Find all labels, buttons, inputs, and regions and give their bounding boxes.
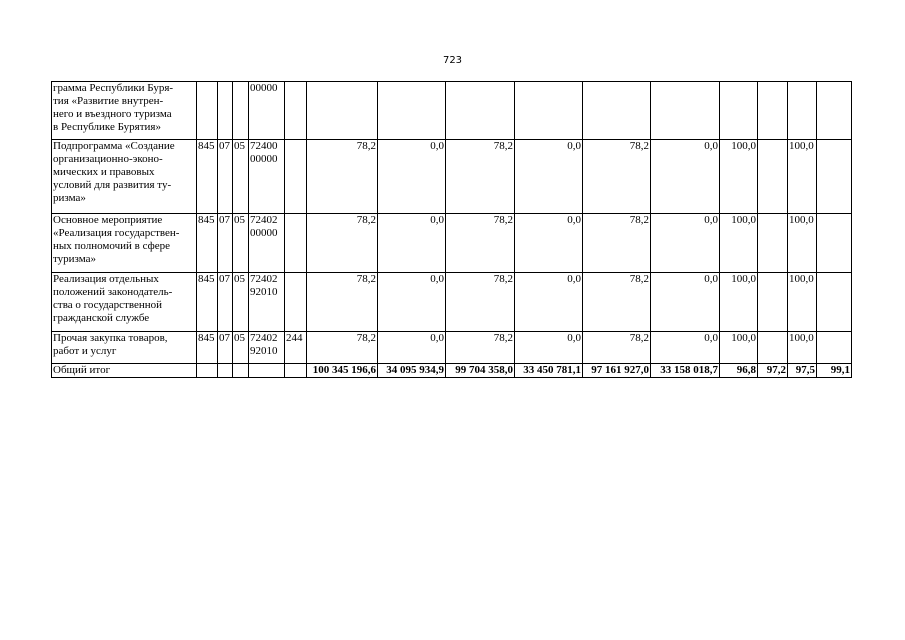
row-name-cell — [52, 273, 197, 332]
row-name-line: тия «Развитие внутрен- — [53, 95, 164, 107]
total-amount-v1: 100 345 196,6 — [307, 364, 378, 378]
total-row — [52, 364, 852, 378]
target-article-line: 72402 — [250, 214, 278, 226]
amount-cell-v3 — [446, 82, 515, 140]
table-row — [52, 82, 852, 140]
row-name-cell — [52, 140, 197, 214]
row-name-line: «Реализация государствен- — [53, 227, 180, 239]
table-row — [52, 273, 852, 332]
total-percent-p4: 99,1 — [817, 364, 852, 378]
amount-cell-v4: 0,0 — [515, 140, 583, 214]
total-amount-v3: 99 704 358,0 — [446, 364, 515, 378]
percent-cell-p4 — [817, 214, 852, 273]
row-name-line: организационно-эконо- — [53, 153, 163, 165]
amount-cell-v6 — [651, 82, 720, 140]
row-name-cell — [52, 214, 197, 273]
expense-type-cell: 244 — [285, 332, 307, 364]
amount-cell-v5: 78,2 — [583, 214, 651, 273]
total-empty-cell — [249, 364, 285, 378]
ved-code-cell: 845 — [197, 140, 218, 214]
subsection-code-cell — [233, 82, 249, 140]
total-percent-p1: 96,8 — [720, 364, 758, 378]
target-article-cell — [249, 214, 285, 273]
row-name-line: Основное мероприятие — [53, 214, 163, 226]
section-code-cell — [218, 82, 233, 140]
row-name-line: туризма» — [53, 253, 97, 265]
amount-cell-v1: 78,2 — [307, 273, 378, 332]
amount-cell-v3: 78,2 — [446, 140, 515, 214]
ved-code-cell: 845 — [197, 332, 218, 364]
row-name-line: ных полномочий в сфере — [53, 240, 171, 252]
total-amount-v4: 33 450 781,1 — [515, 364, 583, 378]
row-name-cell — [52, 82, 197, 140]
row-name-cell — [52, 332, 197, 364]
percent-cell-p2 — [758, 273, 788, 332]
subsection-code-cell: 05 — [233, 332, 249, 364]
target-article-line: 72402 — [250, 273, 278, 285]
amount-cell-v2: 0,0 — [378, 273, 446, 332]
amount-cell-v2: 0,0 — [378, 332, 446, 364]
percent-cell-p4 — [817, 140, 852, 214]
amount-cell-v4: 0,0 — [515, 273, 583, 332]
amount-cell-v4: 0,0 — [515, 332, 583, 364]
percent-cell-p4 — [817, 332, 852, 364]
row-name-line: мических и правовых — [53, 166, 155, 178]
total-label: Общий итог — [52, 364, 197, 378]
percent-cell-p4 — [817, 82, 852, 140]
target-article-cell — [249, 140, 285, 214]
ved-code-cell — [197, 82, 218, 140]
row-name-line: Подпрограмма «Создание — [53, 140, 175, 152]
total-amount-v5: 97 161 927,0 — [583, 364, 651, 378]
target-article-line: 92010 — [250, 345, 278, 357]
percent-cell-p2 — [758, 332, 788, 364]
total-percent-p3: 97,5 — [788, 364, 817, 378]
percent-cell-p1: 100,0 — [720, 273, 758, 332]
amount-cell-v1 — [307, 82, 378, 140]
table-row — [52, 214, 852, 273]
amount-cell-v4 — [515, 82, 583, 140]
amount-cell-v1: 78,2 — [307, 140, 378, 214]
amount-cell-v5: 78,2 — [583, 273, 651, 332]
total-percent-p2: 97,2 — [758, 364, 788, 378]
amount-cell-v3: 78,2 — [446, 214, 515, 273]
percent-cell-p2 — [758, 82, 788, 140]
expense-type-cell — [285, 82, 307, 140]
row-name-line: условий для развития ту- — [53, 179, 172, 191]
section-code-cell: 07 — [218, 332, 233, 364]
amount-cell-v1: 78,2 — [307, 332, 378, 364]
target-article-line: 00000 — [250, 227, 278, 239]
total-empty-cell — [197, 364, 218, 378]
row-name-line: ризма» — [53, 192, 86, 204]
total-empty-cell — [233, 364, 249, 378]
amount-cell-v2: 0,0 — [378, 140, 446, 214]
percent-cell-p2 — [758, 214, 788, 273]
row-name-line: Реализация отдельных — [53, 273, 159, 285]
percent-cell-p1 — [720, 82, 758, 140]
target-article-line: 00000 — [250, 82, 278, 94]
row-name-line: гражданской службе — [53, 312, 150, 324]
percent-cell-p3: 100,0 — [788, 273, 817, 332]
target-article-cell — [249, 273, 285, 332]
percent-cell-p1: 100,0 — [720, 140, 758, 214]
table-row — [52, 140, 852, 214]
total-empty-cell — [218, 364, 233, 378]
section-code-cell: 07 — [218, 273, 233, 332]
amount-cell-v6: 0,0 — [651, 332, 720, 364]
page-number: 723 — [442, 55, 463, 66]
amount-cell-v1: 78,2 — [307, 214, 378, 273]
amount-cell-v5: 78,2 — [583, 140, 651, 214]
amount-cell-v4: 0,0 — [515, 214, 583, 273]
target-article-line: 72402 — [250, 332, 278, 344]
total-amount-v6: 33 158 018,7 — [651, 364, 720, 378]
amount-cell-v3: 78,2 — [446, 273, 515, 332]
section-code-cell: 07 — [218, 214, 233, 273]
percent-cell-p1: 100,0 — [720, 332, 758, 364]
row-name-line: грамма Республики Буря- — [53, 82, 174, 94]
budget-table — [51, 81, 852, 378]
target-article-cell — [249, 82, 285, 140]
ved-code-cell: 845 — [197, 273, 218, 332]
total-empty-cell — [285, 364, 307, 378]
ved-code-cell: 845 — [197, 214, 218, 273]
percent-cell-p3 — [788, 82, 817, 140]
row-name-line: в Республике Бурятия» — [53, 121, 161, 133]
target-article-line: 92010 — [250, 286, 278, 298]
total-amount-v2: 34 095 934,9 — [378, 364, 446, 378]
amount-cell-v6: 0,0 — [651, 214, 720, 273]
row-name-line: него и въездного туризма — [53, 108, 172, 120]
amount-cell-v2 — [378, 82, 446, 140]
row-name-line: работ и услуг — [53, 345, 117, 357]
row-name-line: Прочая закупка товаров, — [53, 332, 168, 344]
target-article-line: 00000 — [250, 153, 278, 165]
percent-cell-p1: 100,0 — [720, 214, 758, 273]
expense-type-cell — [285, 273, 307, 332]
amount-cell-v5 — [583, 82, 651, 140]
percent-cell-p3: 100,0 — [788, 332, 817, 364]
subsection-code-cell: 05 — [233, 140, 249, 214]
target-article-line: 72400 — [250, 140, 278, 152]
table-row — [52, 332, 852, 364]
amount-cell-v6: 0,0 — [651, 140, 720, 214]
amount-cell-v2: 0,0 — [378, 214, 446, 273]
amount-cell-v5: 78,2 — [583, 332, 651, 364]
percent-cell-p3: 100,0 — [788, 214, 817, 273]
percent-cell-p2 — [758, 140, 788, 214]
target-article-cell — [249, 332, 285, 364]
expense-type-cell — [285, 214, 307, 273]
row-name-line: ства о государственной — [53, 299, 163, 311]
section-code-cell: 07 — [218, 140, 233, 214]
amount-cell-v6: 0,0 — [651, 273, 720, 332]
percent-cell-p3: 100,0 — [788, 140, 817, 214]
subsection-code-cell: 05 — [233, 273, 249, 332]
row-name-line: положений законодатель- — [53, 286, 173, 298]
percent-cell-p4 — [817, 273, 852, 332]
amount-cell-v3: 78,2 — [446, 332, 515, 364]
subsection-code-cell: 05 — [233, 214, 249, 273]
expense-type-cell — [285, 140, 307, 214]
